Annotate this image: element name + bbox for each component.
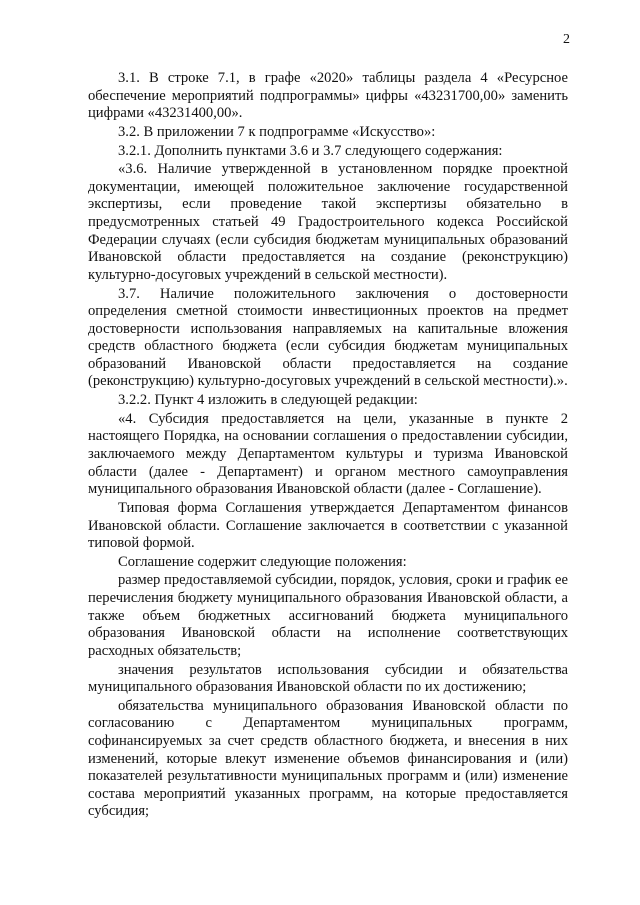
paragraph-subsidy-size: размер предоставляемой субсидии, порядок, условия, сроки и график ее перечисления бюджету муниципального образования Ивановской области, а также объем бюджетных ассигнований бюджета муниципального образования Ивановской области на исполнение соответствующих расходных обязательств; [88, 572, 568, 659]
paragraph-3-2-1: 3.2.1. Дополнить пунктами 3.6 и 3.7 следующего содержания: [118, 142, 503, 159]
paragraph-agreement-contains: Соглашение содержит следующие положения: [118, 553, 407, 570]
paragraph-3-6: «3.6. Наличие утвержденной в установленном порядке проектной документации, имеющей положительное заключение государственной экспертизы, если проведение такой экспертизы обязательно в предусмотренных статьей 49 Градостроительного кодекса Российской Федерации случаях (если субсидия бюджетам муниципальных образований Ивановской области предоставляется на создание (реконструкцию) культурно-досуговых учреждений в сельской местности). [88, 161, 568, 283]
paragraph-obligations: обязательства муниципального образования Ивановской области по согласованию с Департаментом муниципальных программ, софинансируемых за счет средств областного бюджета, и внесения в них изменений, которые влекут изменение объемов финансирования и (или) показателей результативности муниципальных программ и (или) изменение состава мероприятий указанных программ, на которые предоставляется субсидия; [88, 697, 568, 820]
paragraph-results-values: значения результатов использования субсидии и обязательства муниципального образования Ивановской области по их достижению; [88, 661, 568, 696]
paragraph-3-7: 3.7. Наличие положительного заключения о достоверности определения сметной стоимости инвестиционных проектов на предмет достоверности использования направляемых на капитальные вложения средств областного бюджета (если субсидия бюджетам муниципальных образований Ивановской области предоставляется на создание (реконструкцию) культурно-досуговых учреждений в сельской местности).». [88, 285, 568, 390]
paragraph-3-2-2: 3.2.2. Пункт 4 изложить в следующей редакции: [118, 392, 418, 409]
paragraph-3-1: 3.1. В строке 7.1, в графе «2020» таблицы раздела 4 «Ресурсное обеспечение мероприятий подпрограммы» цифры «43231700,00» заменить цифрами «43231400,00». [88, 70, 568, 122]
page-number: 2 [563, 32, 570, 47]
document-body [88, 70, 568, 822]
paragraph-typical-form: Типовая форма Соглашения утверждается Департаментом финансов Ивановской области. Соглашение заключается в соответствии с указанной типовой формой. [88, 499, 568, 552]
paragraph-3-2: 3.2. В приложении 7 к подпрограмме «Искусство»: [118, 123, 436, 140]
paragraph-4: «4. Субсидия предоставляется на цели, указанные в пункте 2 настоящего Порядка, на основании соглашения о предоставлении субсидии, заключаемого между Департаментом культуры и туризма Ивановской области (далее - Департамент) и органом местного самоуправления муниципального образования Ивановской области (далее - Соглашение). [88, 410, 568, 498]
